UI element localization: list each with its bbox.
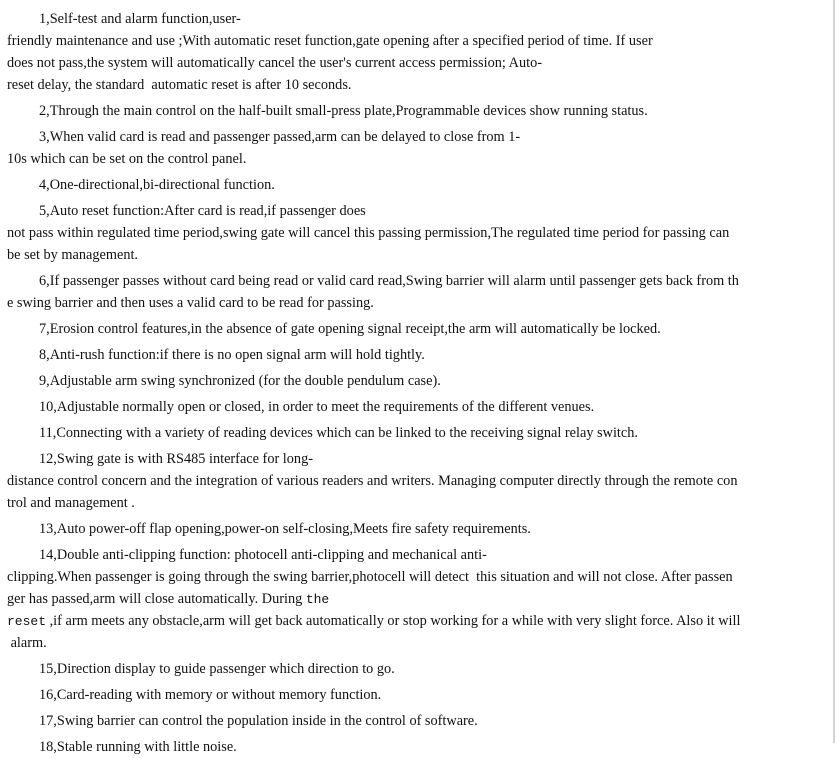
feature-line [39, 518, 531, 540]
line-text: 2,Through the main control on the half-built small-press plate,Programmable devices show running status. [39, 103, 648, 119]
feature-line [7, 588, 329, 610]
line-text: 6,If passenger passes without card being read or valid card read,Swing barrier will alarm until passenger gets back from th [39, 273, 739, 289]
line-text: alarm. [7, 635, 47, 651]
line-text: does not pass,the system will automatically cancel the user's current access permission; Auto- [7, 55, 542, 71]
line-text: trol and management . [7, 495, 135, 511]
feature-line [39, 174, 275, 196]
feature-line [7, 292, 374, 314]
line-text: 17,Swing barrier can control the population inside in the control of software. [39, 713, 478, 729]
line-text: 9,Adjustable arm swing synchronized (for the double pendulum case). [39, 373, 441, 389]
feature-line [39, 8, 241, 30]
line-text: 7,Erosion control features,in the absence of gate opening signal receipt,the arm will automatically be locked. [39, 321, 661, 337]
feature-line [7, 566, 733, 588]
line-text: 1,Self-test and alarm function,user- [39, 11, 241, 27]
feature-line [39, 100, 648, 122]
feature-line [7, 244, 138, 266]
line-text: 18,Stable running with little noise. [39, 739, 237, 755]
line-text: 3,When valid card is read and passenger passed,arm can be delayed to close from 1- [39, 129, 521, 145]
feature-line [39, 448, 313, 470]
mono-word: reset [7, 614, 47, 629]
line-text: 10,Adjustable normally open or closed, in order to meet the requirements of the different venues. [39, 399, 595, 415]
line-text: 5,Auto reset function:After card is read,if passenger does [39, 203, 366, 219]
feature-line [7, 52, 542, 74]
line-text: 14,Double anti-clipping function: photocell anti-clipping and mechanical anti- [39, 547, 487, 563]
line-text: ,if arm meets any obstacle,arm will get back automatically or stop working for a while with very slight force. Also it will [46, 613, 741, 629]
feature-line [39, 200, 366, 222]
feature-line [7, 610, 740, 632]
feature-line [7, 148, 246, 170]
feature-line [7, 30, 653, 52]
feature-line [39, 370, 441, 392]
line-text: ger has passed,arm will close automatically. During [7, 591, 306, 607]
feature-line [39, 736, 237, 758]
line-text: 11,Connecting with a variety of reading devices which can be linked to the receiving signal relay switch. [39, 425, 638, 441]
feature-line [39, 126, 520, 148]
feature-line [7, 470, 737, 492]
line-text: e swing barrier and then uses a valid card to be read for passing. [7, 295, 374, 311]
line-text: friendly maintenance and use ;With automatic reset function,gate opening after a specified period of time. If user [7, 33, 653, 49]
feature-line [39, 422, 638, 444]
line-text: be set by management. [7, 247, 139, 263]
feature-line [7, 632, 47, 654]
line-text: 10s which can be set on the control panel. [7, 151, 247, 167]
line-text: distance control concern and the integration of various readers and writers. Managing computer directly through the remote con [7, 473, 738, 489]
feature-line [39, 544, 487, 566]
feature-line [39, 658, 395, 680]
line-text: 12,Swing gate is with RS485 interface for long- [39, 451, 313, 467]
line-text: 15,Direction display to guide passenger which direction to go. [39, 661, 395, 677]
line-text: not pass within regulated time period,swing gate will cancel this passing permission,The regulated time period for passing can [7, 225, 730, 241]
feature-line [39, 344, 425, 366]
feature-line [7, 222, 729, 244]
feature-line [7, 492, 135, 514]
line-text: reset delay, the standard automatic reset is after 10 seconds. [7, 77, 352, 93]
feature-line [39, 710, 478, 732]
feature-line [39, 396, 594, 418]
feature-line [39, 270, 739, 292]
line-text: 16,Card-reading with memory or without memory function. [39, 687, 382, 703]
line-text: 4,One-directional,bi-directional function. [39, 177, 275, 193]
line-text: clipping.When passenger is going through the swing barrier,photocell will detect this situation and will not close. After passen [7, 569, 733, 585]
feature-line [39, 318, 661, 340]
line-text: 8,Anti-rush function:if there is no open signal arm will hold tightly. [39, 347, 425, 363]
mono-word: the [305, 592, 330, 607]
feature-line [39, 684, 381, 706]
feature-line [7, 74, 351, 96]
line-text: 13,Auto power-off flap opening,power-on self-closing,Meets fire safety requirements. [39, 521, 531, 537]
